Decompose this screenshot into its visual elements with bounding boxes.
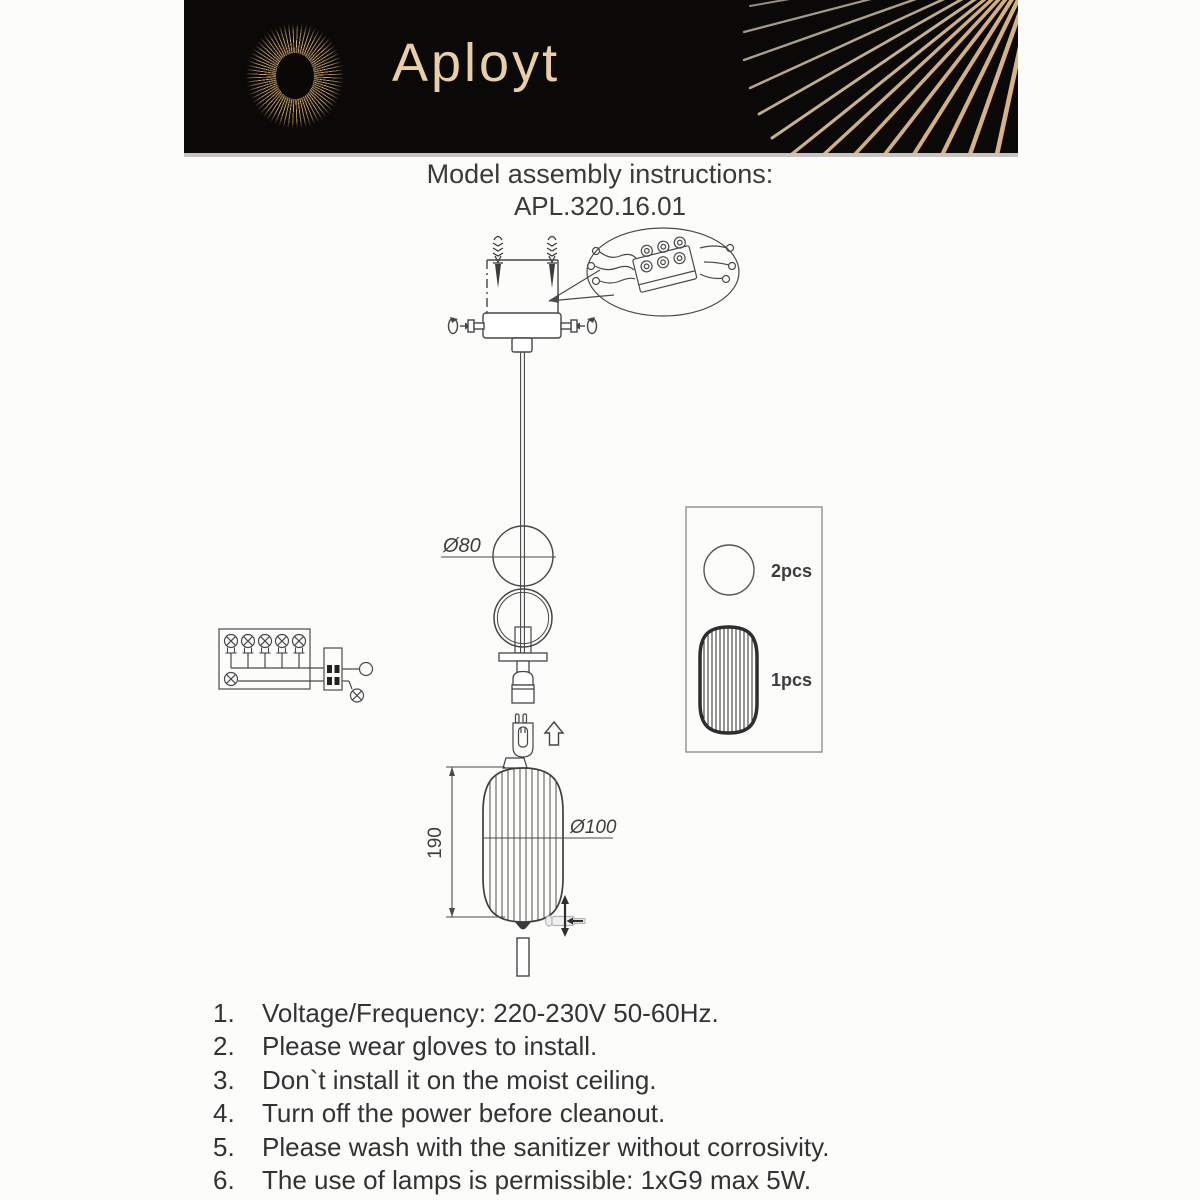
pendant-rod-drawing — [521, 352, 525, 655]
shade-height-dimension — [425, 767, 505, 917]
instruction-number: 4. — [213, 1098, 235, 1129]
shade-diameter-label: Ø100 — [570, 817, 617, 838]
instruction-item — [213, 1132, 829, 1165]
instructions-list — [213, 998, 829, 1198]
part-shade-icon — [700, 627, 757, 733]
instruction-item — [213, 998, 829, 1031]
starburst-logo-icon — [232, 8, 358, 144]
set-screw-drawing — [546, 895, 586, 937]
page-title: Model assembly instructions: — [426, 159, 774, 189]
instruction-number: 5. — [213, 1131, 235, 1162]
instruction-text: Please wear gloves to install. — [262, 1031, 598, 1062]
shade-height-label: 190 — [425, 827, 446, 859]
ring-drawing — [494, 589, 552, 653]
terminal-callout-drawing — [549, 228, 739, 316]
wiring-diagram-drawing — [219, 629, 373, 702]
model-number: APL.320.16.01 — [513, 191, 687, 221]
instruction-number: 1. — [213, 998, 235, 1028]
brand-banner — [184, 0, 1018, 157]
brand-logo-text: Aployt — [392, 33, 561, 93]
instruction-text: Don`t install it on the moist ceiling. — [262, 1064, 657, 1095]
instruction-item — [213, 1165, 829, 1198]
bottom-rod-drawing — [517, 938, 529, 976]
bulb-drawing — [513, 714, 533, 757]
part-sphere-icon — [704, 545, 754, 595]
shade-drawing — [483, 758, 563, 930]
sphere-diameter-label: Ø80 — [443, 535, 481, 557]
assembly-diagram — [180, 225, 1030, 1005]
parts-box — [686, 507, 822, 752]
instruction-number: 3. — [213, 1064, 235, 1095]
mounting-screws-icon — [493, 237, 557, 289]
canopy-drawing — [449, 260, 597, 352]
sphere-drawing — [493, 526, 553, 586]
instruction-item — [213, 1065, 829, 1098]
instruction-text: Turn off the power before cleanout. — [262, 1098, 666, 1129]
instruction-text: Please wash with the sanitizer without corrosivity. — [262, 1131, 830, 1162]
insert-arrow-icon — [545, 722, 563, 745]
instruction-text: The use of lamps is permissible: 1xG9 max 5W. — [262, 1164, 812, 1195]
instruction-item — [213, 1031, 829, 1064]
instruction-item — [213, 1098, 829, 1131]
instruction-number: 6. — [213, 1164, 235, 1195]
instruction-text: Voltage/Frequency: 220-230V 50-60Hz. — [262, 998, 719, 1028]
instruction-number: 2. — [213, 1031, 235, 1062]
socket-drawing — [499, 653, 547, 703]
part-shade-qty: 1pcs — [771, 670, 813, 690]
shade-diameter-dimension — [484, 817, 617, 838]
part-sphere-qty: 2pcs — [771, 561, 813, 581]
